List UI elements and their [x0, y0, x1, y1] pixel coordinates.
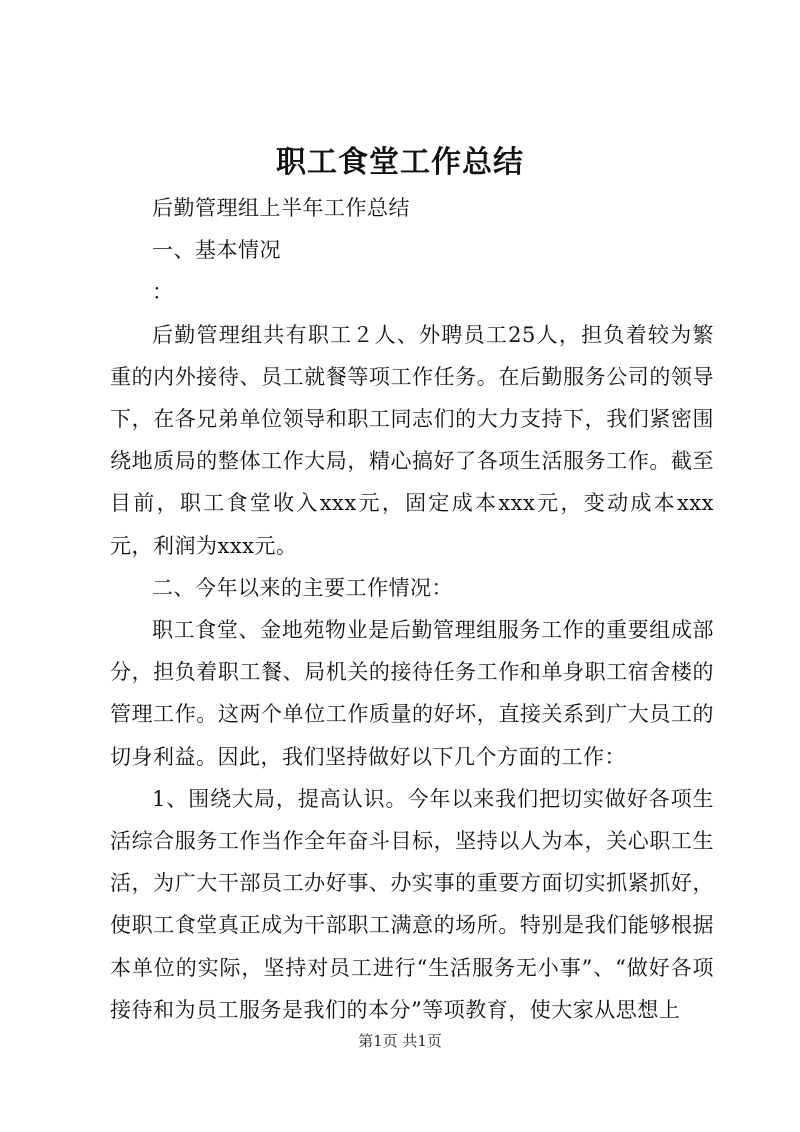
section-heading-basic-situation: 一、基本情况: [152, 238, 281, 263]
paragraph-canteen-property: 职工食堂、金地苑物业是后勤管理组服务工作的重要组成部分，担负着职工餐、局机关的接待任务工作和单身职工宿舍楼的管理工作。这两个单位工作质量的好坏，直接关系到广大员工的切身利益。因此，我们坚持做好以下几个方面的工作：: [110, 618, 714, 769]
paragraph-staff-overview: 后勤管理组共有职工２人、外聘员工25人，担负着较为繁重的内外接待、员工就餐等项工作任务。在后勤服务公司的领导下，在各兄弟单位领导和职工同志们的大力支持下，我们紧密围绕地质局的整体工作大局，精心搞好了各项生活服务工作。截至目前，职工食堂收入xxx元，固定成本xxx元，变动成本xxx元，利润为xxx元。: [110, 322, 714, 558]
document-title: 职工食堂工作总结: [276, 145, 524, 180]
page-footer: 第1页 共1页: [358, 1032, 442, 1050]
section-heading-main-work: 二、今年以来的主要工作情况：: [152, 575, 453, 600]
paragraph-point-one: 1、围绕大局，提高认识。今年以来我们把切实做好各项生活综合服务工作当作全年奋斗目标，坚持以人为本，关心职工生活，为广大干部员工办好事、办实事的重要方面切实抓紧抓好，使职工食堂真正成为干部职工满意的场所。特别是我们能够根据本单位的实际，坚持对员工进行“生活服务无小事”、“做好各项接待和为员工服务是我们的本分”等项教育，使大家从思想上: [110, 786, 714, 1022]
paragraph-colon: ：: [152, 280, 174, 305]
document-body: [110, 187, 714, 1031]
paragraph-subtitle: 后勤管理组上半年工作总结: [152, 196, 410, 220]
